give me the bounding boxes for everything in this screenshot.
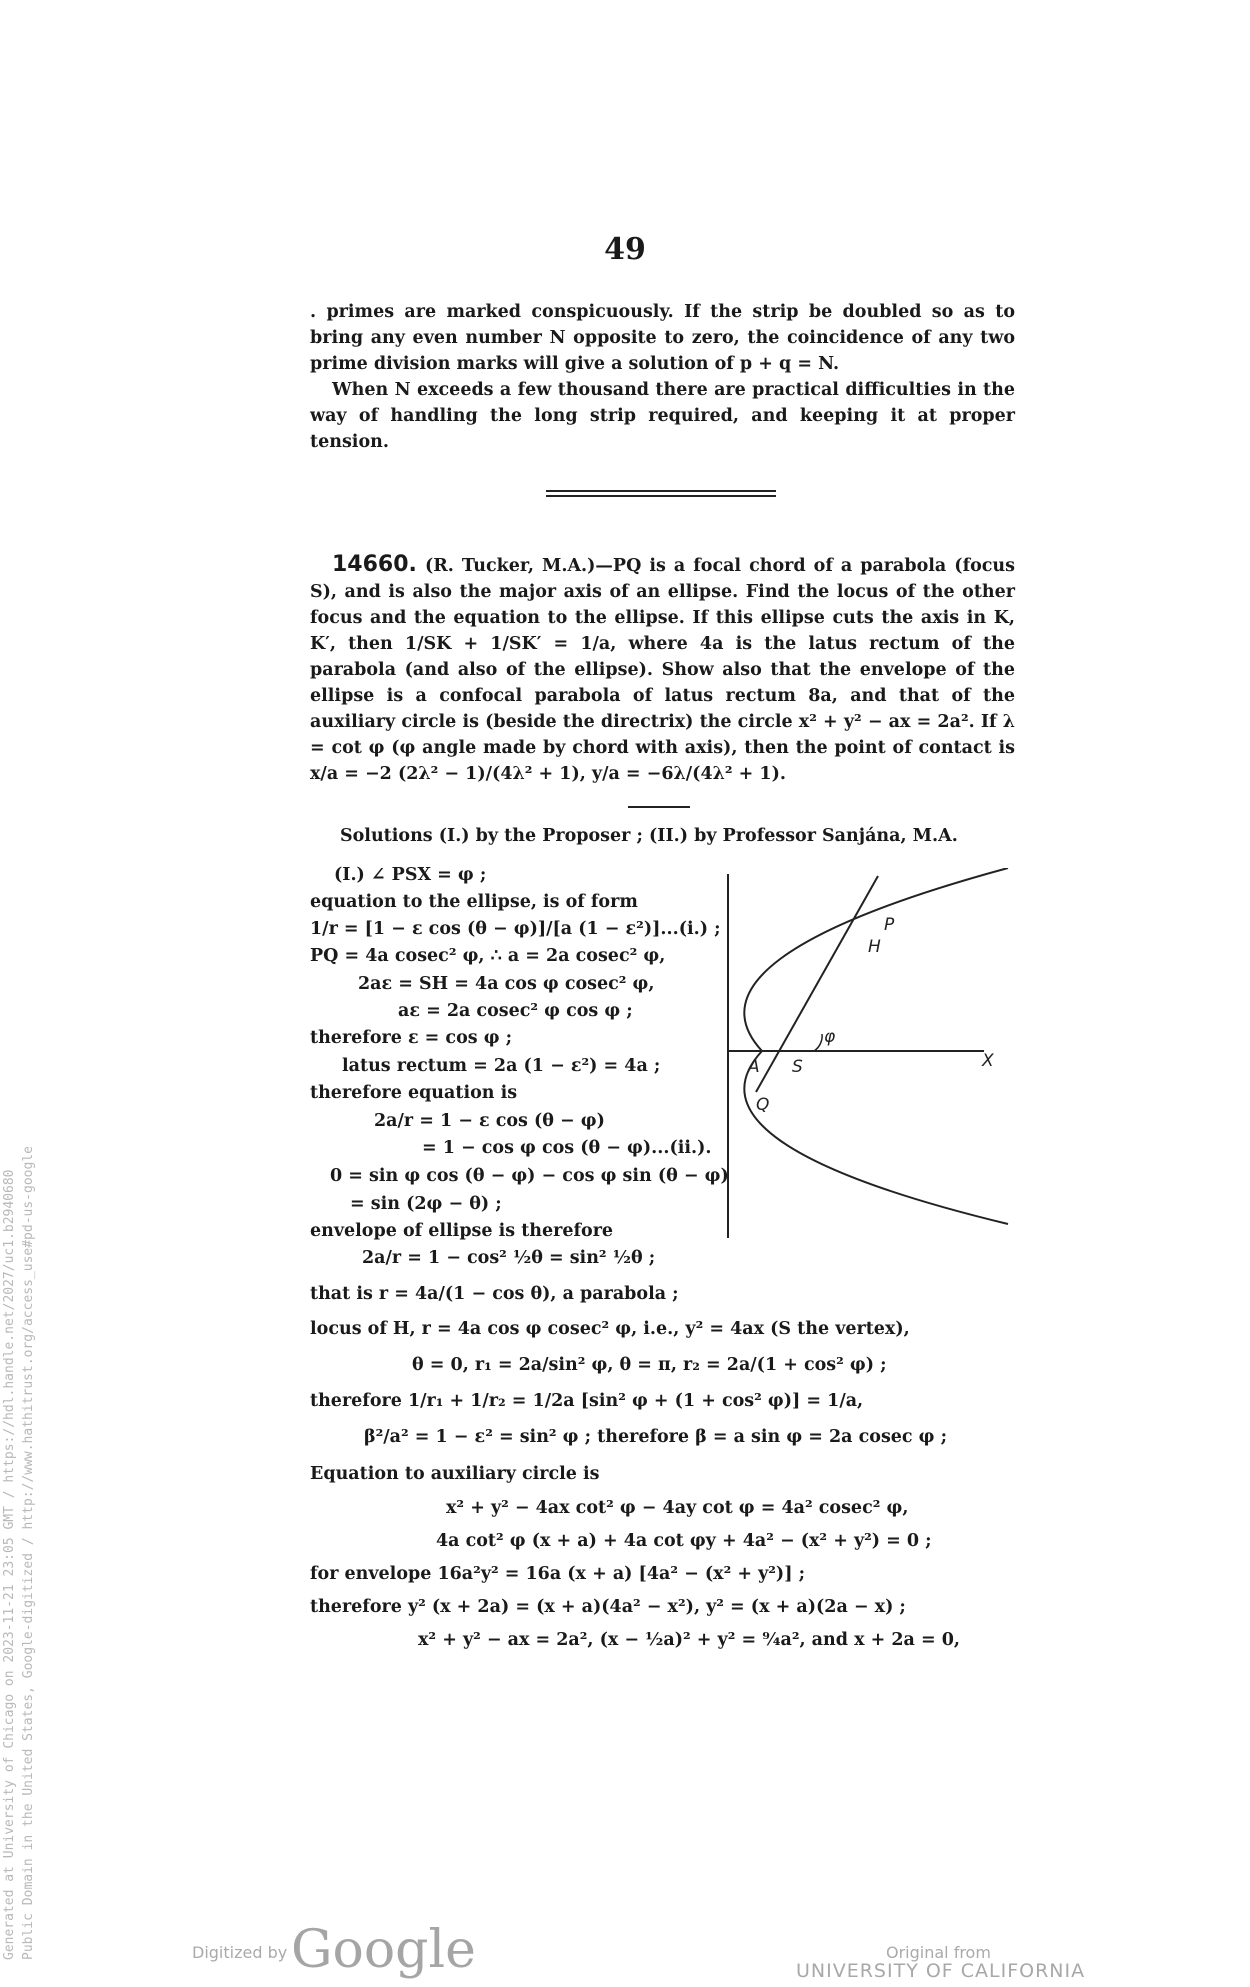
solution-line: β²/a² = 1 − ε² = sin² φ ; therefore β = a sin φ = 2a cosec φ ;	[364, 1427, 948, 1447]
solution-line: envelope of ellipse is therefore	[310, 1221, 614, 1241]
problem-statement	[310, 552, 1015, 787]
solution-line: locus of H, r = 4a cos φ cosec² φ, i.e., y² = 4ax (S the vertex),	[310, 1319, 910, 1339]
solution-line: therefore 1/r₁ + 1/r₂ = 1/2a [sin² φ + (1 + cos² φ)] = 1/a,	[310, 1391, 864, 1411]
solution-line: = 1 − cos φ cos (θ − φ)...(ii.).	[422, 1138, 712, 1158]
intro-paragraph-1: . primes are marked conspicuously. If the strip be doubled so as to bring any even number N opposite to zero, the coincidence of any two prime division marks will give a solution of p + q = N.	[310, 302, 1015, 374]
solution-line: x² + y² − 4ax cot² φ − 4ay cot φ = 4a² cosec² φ,	[446, 1498, 909, 1518]
label-a: A	[748, 1057, 760, 1077]
solution-line: Equation to auxiliary circle is	[310, 1464, 600, 1484]
solution-line: 0 = sin φ cos (θ − φ) − cos φ sin (θ − φ)	[330, 1166, 729, 1186]
angle-arc	[814, 1034, 822, 1051]
label-phi: φ	[824, 1027, 836, 1047]
solution-line: equation to the ellipse, is of form	[310, 892, 638, 912]
solution-line: for envelope 16a²y² = 16a (x + a) [4a² − (x² + y²)] ;	[310, 1564, 806, 1584]
solution-line: aε = 2a cosec² φ cos φ ;	[398, 1001, 633, 1021]
intro-text	[310, 299, 1015, 455]
google-logo: Google	[291, 1920, 476, 1980]
digitized-by-label: Digitized by	[192, 1943, 288, 1962]
hathitrust-stamp	[0, 1146, 38, 1960]
solution-line: PQ = 4a cosec² φ, ∴ a = 2a cosec² φ,	[310, 946, 666, 966]
parabola-curve	[744, 868, 1008, 1224]
solution-line: 2a/r = 1 − ε cos (θ − φ)	[374, 1111, 605, 1131]
stamp-line-1: Generated at University of Chicago on 2023-11-21 23:05 GMT / https://hdl.handle.net/2027/uc1.b2940680	[2, 1169, 17, 1960]
solution-line: = sin (2φ − θ) ;	[350, 1194, 502, 1214]
label-x: X	[982, 1051, 994, 1071]
intro-paragraph-2: When N exceeds a few thousand there are practical difficulties in the way of handling the long strip required, and keeping it at proper tension.	[310, 380, 1015, 452]
problem-text: —PQ is a focal chord of a parabola (focus S), and is also the major axis of an ellipse. Find the locus of the other focus and the equation to the ellipse. If this ellipse cuts the axis in K, K′, then 1/SK + 1/SK′ = 1/a, where 4a is the latus rectum of the parabola (and also of the ellipse). Show also that the envelope of the ellipse is a confocal parabola of latus rectum 8a, and that of the auxiliary circle is (beside the directrix) the circle x² + y² − ax = 2a². If λ = cot φ (φ angle made by chord with axis), then the point of contact is x/a = −2 (2λ² − 1)/(4λ² + 1), y/a = −6λ/(4λ² + 1).	[310, 556, 1016, 784]
label-h: H	[868, 937, 881, 957]
solution-line: therefore y² (x + 2a) = (x + a)(4a² − x²), y² = (x + a)(2a − x) ;	[310, 1597, 906, 1617]
problem-author: (R. Tucker, M.A.)	[424, 556, 596, 576]
solution-line: x² + y² − ax = 2a², (x − ½a)² + y² = ⁹⁄₄a², and x + 2a = 0,	[418, 1630, 960, 1650]
solution-line: (I.) ∠ PSX = φ ;	[334, 865, 487, 885]
solution-line: 2a/r = 1 − cos² ½θ = sin² ½θ ;	[362, 1248, 656, 1268]
solutions-heading: Solutions (I.) by the Proposer ; (II.) by Professor Sanjána, M.A.	[340, 826, 958, 846]
solution-line: therefore ε = cos φ ;	[310, 1028, 513, 1048]
problem-divider	[628, 806, 690, 808]
solution-line: that is r = 4a/(1 − cos θ), a parabola ;	[310, 1284, 679, 1304]
focal-chord	[756, 876, 878, 1092]
problem-number: 14660.	[332, 552, 417, 577]
original-from-label: Original from	[886, 1943, 991, 1962]
solution-line: latus rectum = 2a (1 − ε²) = 4a ;	[342, 1056, 661, 1076]
label-q: Q	[756, 1095, 770, 1115]
parabola-figure	[726, 868, 1016, 1248]
solution-line: θ = 0, r₁ = 2a/sin² φ, θ = π, r₂ = 2a/(1 + cos² φ) ;	[412, 1355, 887, 1375]
page-number: 49	[604, 232, 646, 267]
solution-line: 4a cot² φ (x + a) + 4a cot φy + 4a² − (x² + y²) = 0 ;	[436, 1531, 932, 1551]
solution-line: 2aε = SH = 4a cos φ cosec² φ,	[358, 974, 655, 994]
solution-line: 1/r = [1 − ε cos (θ − φ)]/[a (1 − ε²)]...(i.) ;	[310, 919, 721, 939]
university-label: UNIVERSITY OF CALIFORNIA	[796, 1960, 1086, 1982]
label-s: S	[792, 1057, 803, 1077]
section-divider	[546, 490, 776, 497]
solution-line: therefore equation is	[310, 1083, 518, 1103]
label-p: P	[884, 915, 895, 935]
stamp-line-2: Public Domain in the United States, Google-digitized / http://www.hathitrust.org/access_use#pd-us-google	[21, 1146, 36, 1960]
